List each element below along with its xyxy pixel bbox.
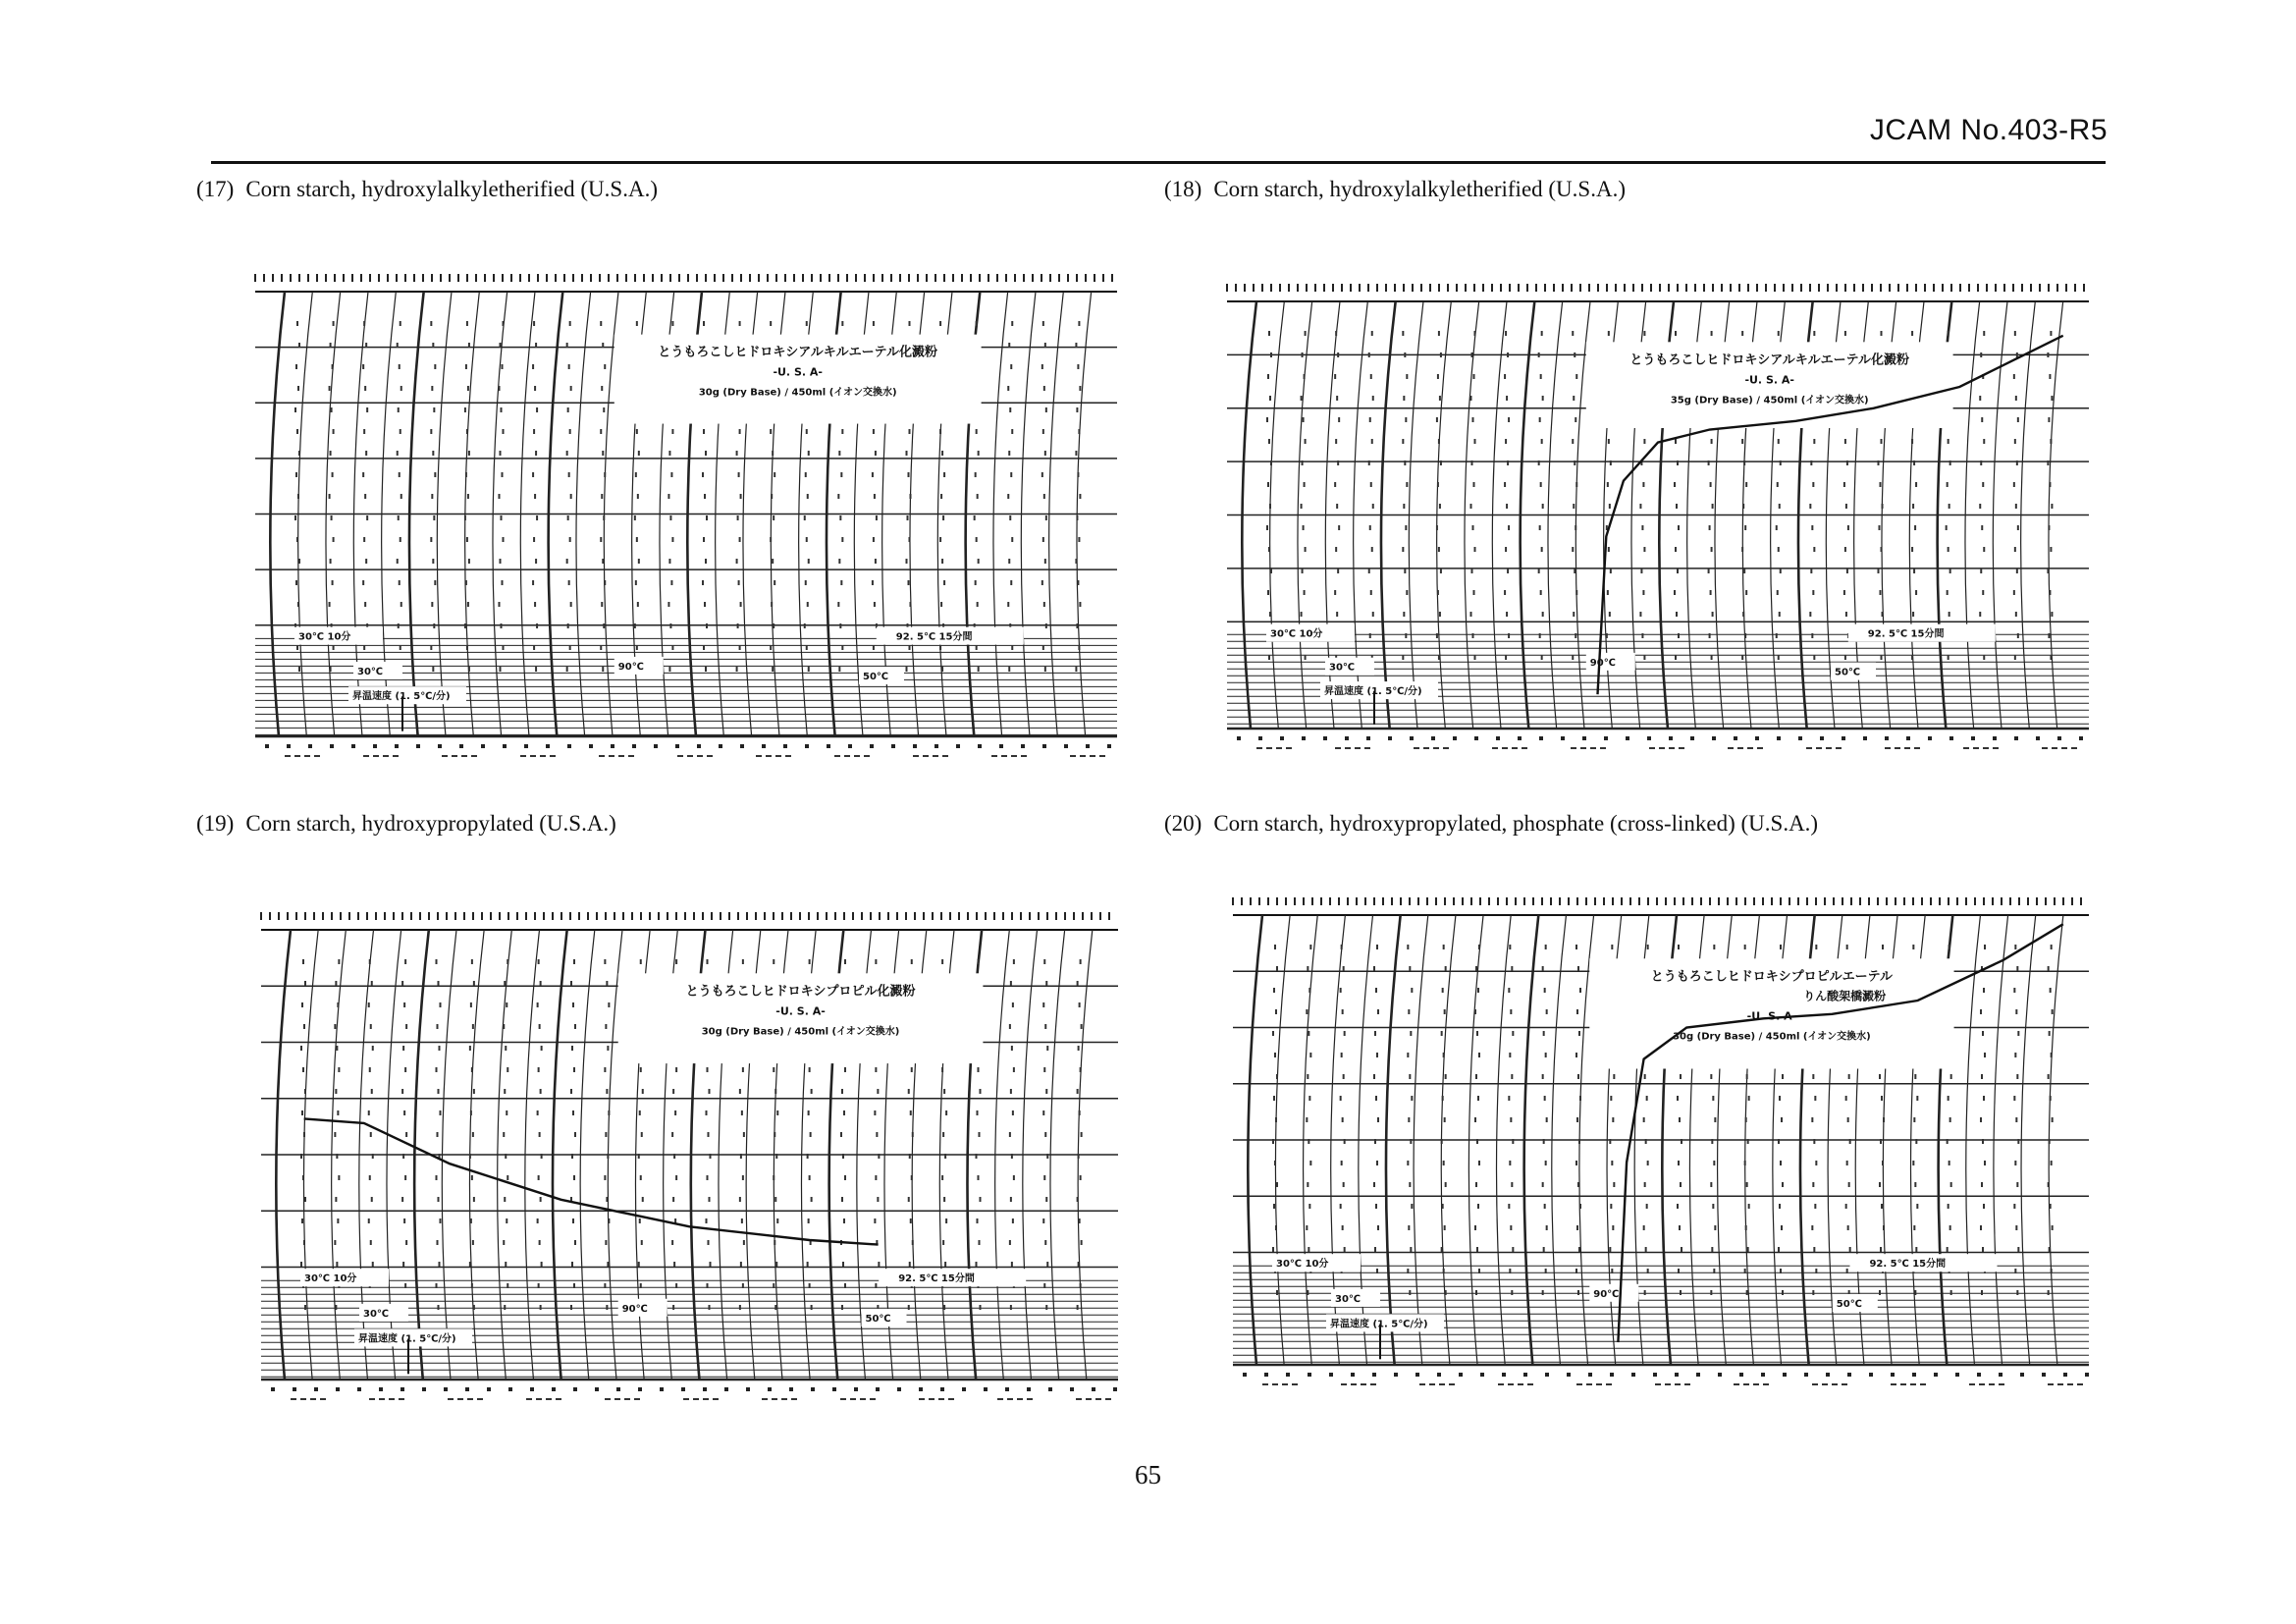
label-origin: -U. S. A-	[773, 365, 823, 379]
hold-mid-label: 92. 5℃ 15分間	[1867, 628, 1945, 640]
top-tick-scale	[1233, 897, 2081, 905]
figure-caption: Corn starch, hydroxylalkyletherified (U.S.A.)	[245, 177, 658, 201]
temp-peak-label: 90℃	[1589, 657, 1616, 669]
label-title: とうもろこしヒドロキシプロピル化澱粉	[685, 984, 916, 1000]
temp-start-label: 30℃	[363, 1308, 390, 1320]
label-subtitle: りん酸架橋澱粉	[1803, 989, 1887, 1003]
hold-start-label: 30℃ 10分	[304, 1273, 357, 1285]
viscograph-chart-18	[1219, 280, 2093, 758]
viscograph-chart-20	[1225, 893, 2093, 1394]
figure-number: (18)	[1164, 177, 1202, 201]
heating-rate-label: 昇温速度 (1. 5℃/分)	[352, 691, 451, 703]
hold-mid-label: 92. 5℃ 15分間	[898, 1273, 975, 1285]
viscograph-chart-17	[247, 270, 1121, 766]
label-title: とうもろこしヒドロキシアルキルエーテル化澱粉	[1629, 352, 1909, 368]
chart-svg	[1219, 280, 2093, 758]
temp-start-label: 30℃	[1329, 662, 1356, 674]
label-concentration: 30g (Dry Base) / 450ml (イオン交換水)	[701, 1026, 900, 1038]
figure-number: (17)	[196, 177, 235, 201]
viscograph-chart-19	[253, 908, 1122, 1409]
caption-17	[196, 177, 658, 202]
hold-start-label: 30℃ 10分	[1270, 628, 1323, 640]
bottom-scale	[1237, 736, 2083, 748]
figure-caption: Corn starch, hydroxypropylated, phosphate (cross-linked) (U.S.A.)	[1213, 811, 1819, 836]
chart-svg	[1225, 893, 2093, 1394]
sample-label	[618, 973, 984, 1063]
label-title: とうもろこしヒドロキシアルキルエーテル化澱粉	[658, 345, 937, 360]
heating-rate-label: 昇温速度 (1. 5℃/分)	[1324, 686, 1422, 698]
header-doc-code: JCAM No.403-R5	[1869, 114, 2108, 146]
viscosity-curve	[304, 1118, 879, 1244]
label-origin: -U. S. A-	[1746, 1009, 1797, 1023]
top-tick-scale	[261, 912, 1109, 920]
bottom-scale	[265, 744, 1111, 756]
page-number: 65	[1135, 1460, 1161, 1489]
label-origin: -U. S. A-	[775, 1004, 826, 1018]
hold-start-label: 30℃ 10分	[1276, 1259, 1329, 1271]
figure-caption: Corn starch, hydroxypropylated (U.S.A.)	[245, 811, 616, 836]
temp-peak-label: 90℃	[621, 1303, 648, 1315]
label-concentration: 30g (Dry Base) / 450ml (イオン交換水)	[698, 387, 897, 399]
label-concentration: 35g (Dry Base) / 450ml (イオン交換水)	[1670, 395, 1869, 406]
figure-caption: Corn starch, hydroxylalkyletherified (U.S.A.)	[1213, 177, 1626, 201]
temp-end-label: 50℃	[1836, 1299, 1862, 1310]
chart-svg	[253, 908, 1122, 1409]
temp-end-label: 50℃	[863, 672, 889, 682]
sample-label	[1589, 958, 1953, 1068]
bottom-scale	[1243, 1373, 2089, 1384]
top-tick-scale	[1227, 284, 2084, 292]
temp-end-label: 50℃	[865, 1314, 891, 1325]
hold-start-label: 30℃ 10分	[298, 631, 351, 643]
heating-rate-label: 昇温速度 (1. 5℃/分)	[1330, 1319, 1428, 1330]
chart-svg	[247, 270, 1121, 766]
label-title: とうもろこしヒドロキシプロピルエーテル	[1650, 969, 1894, 985]
caption-19	[196, 811, 616, 837]
hold-mid-label: 92. 5℃ 15分間	[895, 631, 973, 643]
figure-number: (20)	[1164, 811, 1202, 836]
temp-end-label: 50℃	[1835, 667, 1861, 678]
sample-label	[614, 335, 982, 424]
temp-peak-label: 90℃	[617, 661, 644, 673]
header-rule	[211, 161, 2106, 164]
temp-start-label: 30℃	[357, 666, 384, 677]
sample-label	[1586, 342, 1953, 428]
hold-mid-label: 92. 5℃ 15分間	[1869, 1259, 1947, 1271]
bottom-scale	[271, 1387, 1117, 1399]
label-origin: -U. S. A-	[1744, 373, 1794, 387]
figure-number: (19)	[196, 811, 235, 836]
label-concentration: 30g (Dry Base) / 450ml (イオン交換水)	[1673, 1031, 1871, 1043]
caption-18	[1164, 177, 1626, 202]
heating-rate-label: 昇温速度 (1. 5℃/分)	[358, 1333, 456, 1345]
top-tick-scale	[255, 274, 1112, 282]
caption-20	[1164, 811, 1818, 837]
temp-peak-label: 90℃	[1593, 1288, 1620, 1300]
temp-start-label: 30℃	[1335, 1293, 1362, 1305]
